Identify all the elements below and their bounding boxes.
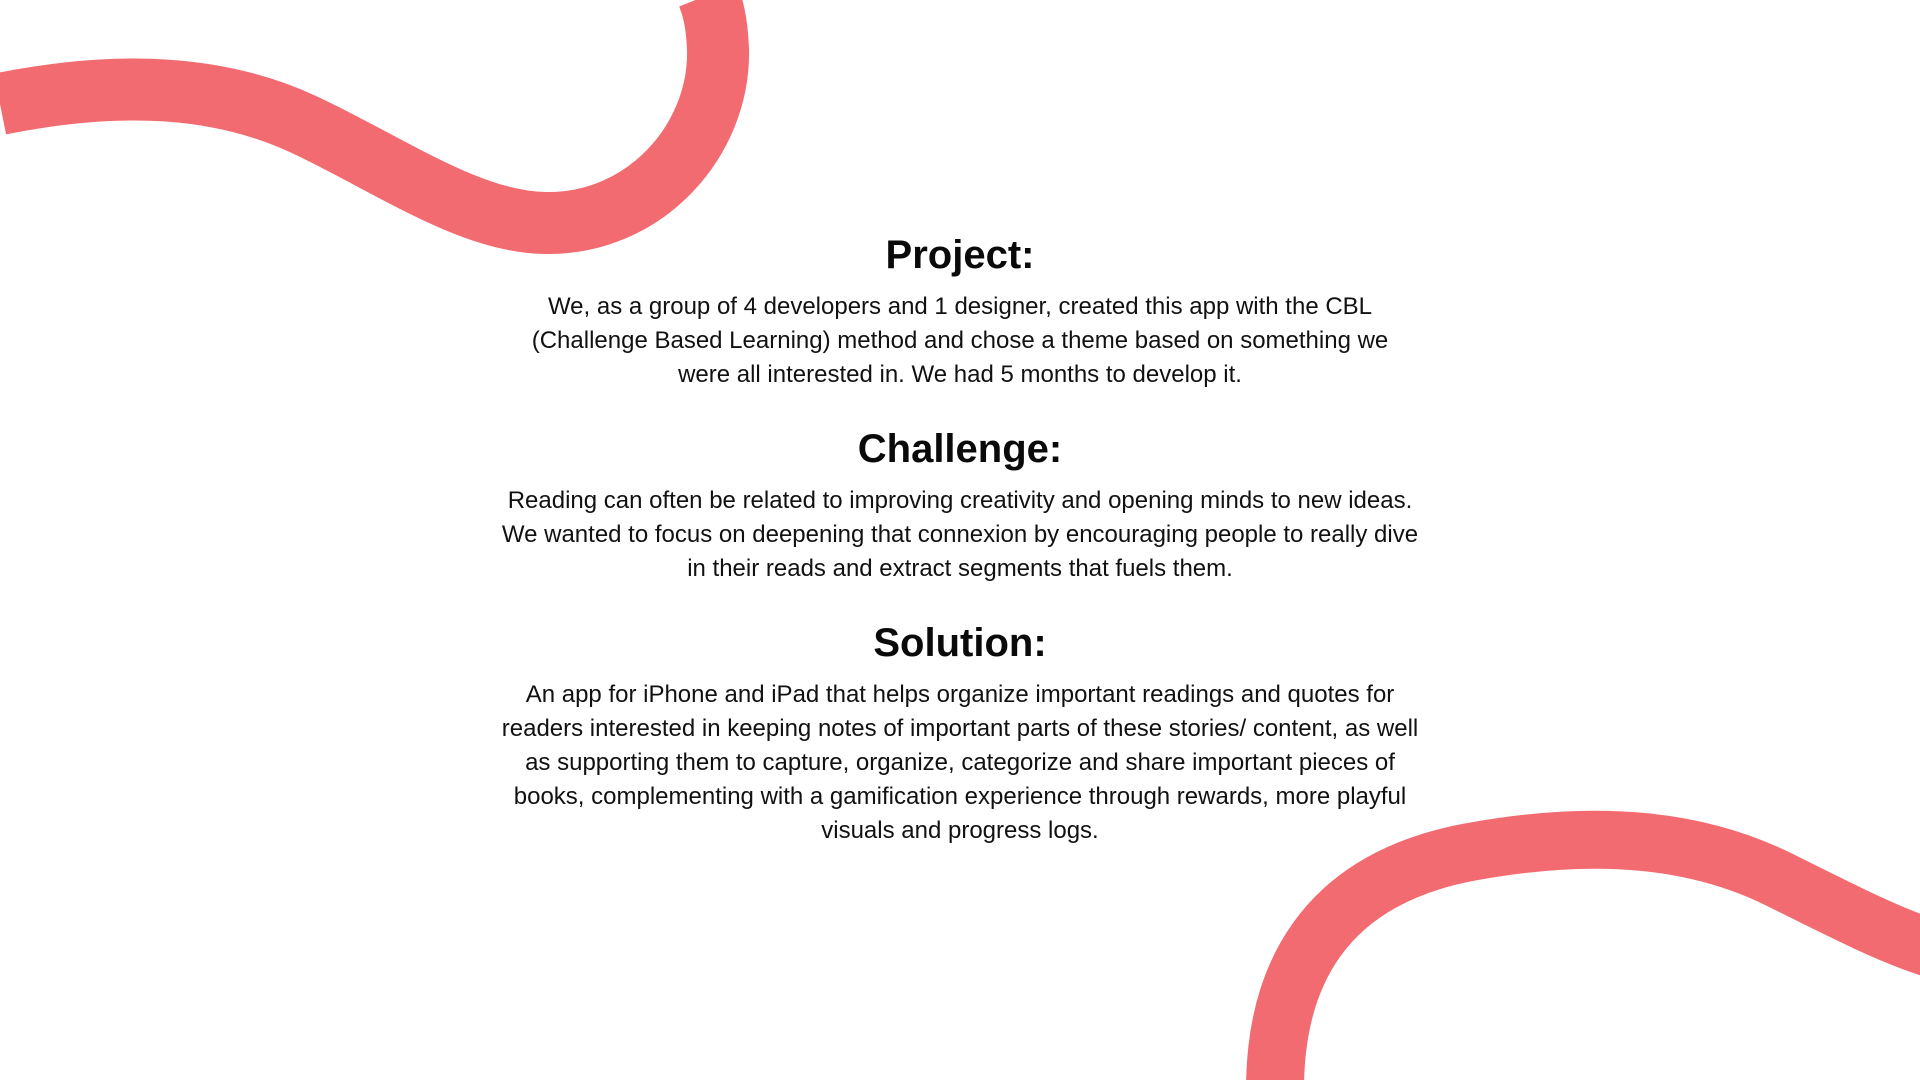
solution-heading: Solution: (873, 621, 1047, 665)
solution-section (460, 618, 1460, 848)
text-content (460, 230, 1460, 880)
challenge-section (460, 424, 1460, 586)
challenge-heading: Challenge: (857, 427, 1063, 471)
top-left-wave (0, 0, 718, 223)
project-body: We, as a group of 4 developers and 1 designer, created this app with the CBL (Challenge Based Learning) method and chose a theme based on something we were all interested in. We had 5 months to develop it. (531, 293, 1389, 388)
challenge-body: Reading can often be related to improving creativity and opening minds to new ideas. We wanted to focus on deepening that connexion by encouraging people to really dive in their reads and extract segments that fuels them. (501, 487, 1419, 582)
project-section (460, 230, 1460, 392)
project-heading: Project: (885, 233, 1035, 277)
solution-body: An app for iPhone and iPad that helps organize important readings and quotes for readers interested in keeping notes of important parts of these stories/ content, as well as supporting them to capture, organize, categorize and share important pieces of books, complementing with a gamification experience through rewards, more playful visuals and progress logs. (501, 681, 1419, 844)
